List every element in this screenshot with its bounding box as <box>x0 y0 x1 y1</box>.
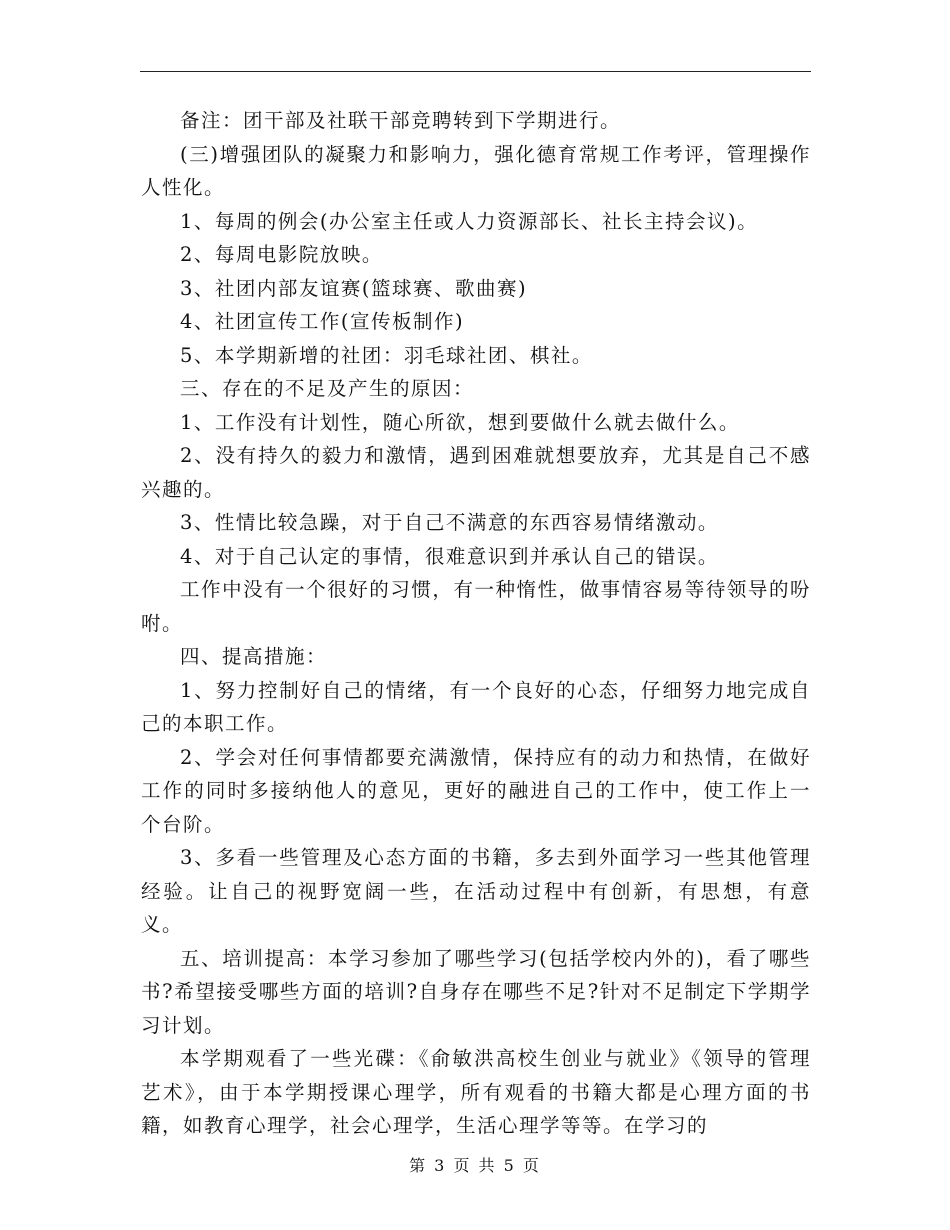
heading-training: 五、培训提高：本学习参加了哪些学习(包括学校内外的)，看了哪些书?希望接受哪些方面的培训?自身存在哪些不足?针对不足制定下学期学习计划。 <box>141 946 811 1037</box>
list-item-friendly-match: 3、社团内部友谊赛(篮球赛、歌曲赛) <box>180 276 528 300</box>
measure-item-3: 3、多看一些管理及心态方面的书籍，多去到外面学习一些其他管理经验。让自己的视野宽阔一些，在活动过程中有创新，有思想，有意义。 <box>141 846 811 936</box>
shortcoming-item-3: 3、性情比较急躁，对于自己不满意的东西容易情绪激动。 <box>180 511 719 534</box>
document-body <box>141 104 811 1143</box>
list-item-weekly-meeting: 1、每周的例会(办公室主任或人力资源部长、社长主持会议)。 <box>180 209 759 233</box>
shortcoming-item-2: 2、没有持久的毅力和激情，遇到困难就想要放弃，尤其是自己不感兴趣的。 <box>141 444 811 501</box>
shortcoming-item-4: 4、对于自己认定的事情，很难意识到并承认自己的错误。 <box>180 544 719 568</box>
shortcoming-item-1: 1、工作没有计划性，随心所欲，想到要做什么就去做什么。 <box>180 410 740 434</box>
page-footer: 第 3 页 共 5 页 <box>409 1156 541 1175</box>
paragraph-note: 备注：团干部及社联干部竞聘转到下学期进行。 <box>180 109 622 132</box>
paragraph-habits: 工作中没有一个很好的习惯，有一种惰性，做事情容易等待领导的吩咐。 <box>141 578 811 635</box>
heading-shortcomings: 三、存在的不足及产生的原因： <box>180 377 475 400</box>
paragraph-study: 本学期观看了一些光碟：《俞敏洪高校生创业与就业》《领导的管理艺术》，由于本学期授课心理学，所有观看的书籍大都是心理方面的书籍，如教育心理学，社会心理学，生活心理学等等。在学习的 <box>141 1047 811 1137</box>
measure-item-1: 1、努力控制好自己的情绪，有一个良好的心态，仔细努力地完成自己的本职工作。 <box>141 678 811 735</box>
list-item-cinema: 2、每周电影院放映。 <box>180 243 383 266</box>
header-rule <box>140 71 811 72</box>
heading-measures: 四、提高措施： <box>180 645 328 668</box>
measure-item-2: 2、学会对任何事情都要充满激情，保持应有的动力和热情，在做好工作的同时多接纳他人的意见，更好的融进自己的工作中，使工作上一个台阶。 <box>141 745 811 836</box>
list-item-new-clubs: 5、本学期新增的社团：羽毛球社团、棋社。 <box>180 343 593 367</box>
list-item-publicity: 4、社团宣传工作(宣传板制作) <box>180 310 465 333</box>
paragraph-section-3: (三)增强团队的凝聚力和影响力，强化德育常规工作考评，管理操作人性化。 <box>141 142 811 199</box>
